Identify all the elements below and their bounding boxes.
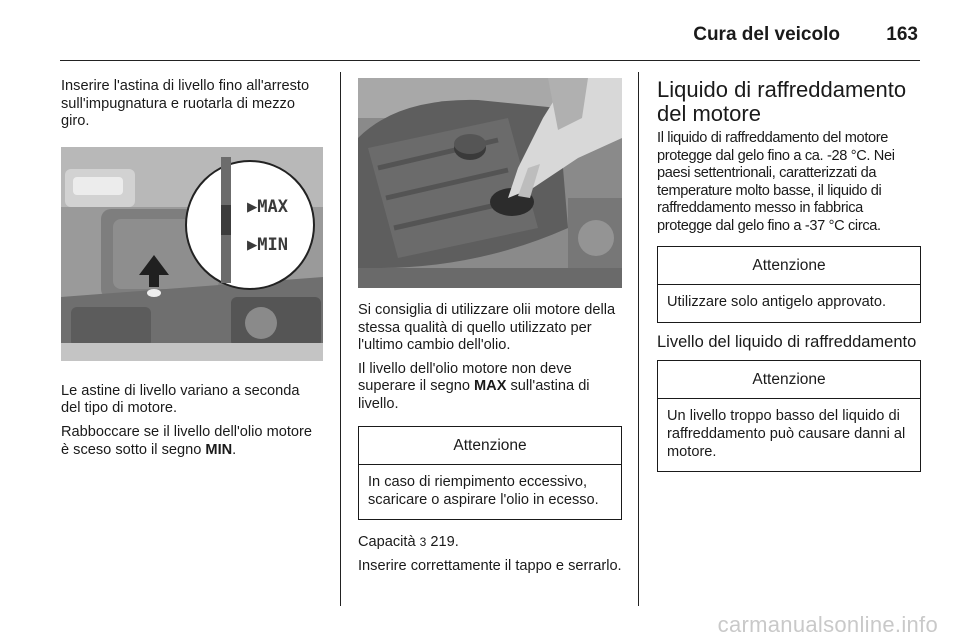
oil-max-text: Il livello dell'olio motore non deve superare il segno MAX sull'astina di livello.: [358, 360, 590, 412]
triangle-right-icon: ▶: [247, 196, 258, 217]
page-header: [60, 16, 920, 60]
warning-body: In caso di riempimento eccessivo, scaricare o aspirare l'olio in ecesso.: [368, 474, 599, 508]
page-number: 163: [886, 24, 918, 45]
oil-filling-photo: [358, 78, 622, 288]
warning-title: Attenzione: [658, 247, 920, 286]
min-label: ▶MIN: [247, 234, 288, 255]
dipstick-variants-text: Le astine di livello variano a seconda del tipo di motore.: [61, 382, 300, 417]
capacity-text: Capacità 3 219.: [358, 534, 459, 551]
column-3: [657, 78, 921, 482]
top-up-text: Rabboccare se il livello dell'olio motore è sceso sotto il segno MIN.: [61, 423, 313, 458]
warning-body: Utilizzare solo antigelo approvato.: [667, 294, 887, 311]
watermark: carmanualsonline.info: [717, 612, 938, 637]
antifreeze-warning-box: [657, 246, 921, 323]
max-label: ▶MAX: [247, 196, 288, 217]
low-coolant-warning-box: [657, 360, 921, 472]
column-2: [358, 78, 622, 582]
coolant-level-heading: Livello del liquido di raffreddamento: [657, 332, 917, 351]
section-title: Cura del veicolo: [693, 24, 840, 45]
column-divider-1: [340, 72, 341, 606]
cross-reference-icon: 3: [419, 535, 427, 550]
dipstick-photo: [61, 147, 323, 361]
oil-filling-illustration: [358, 78, 622, 288]
warning-body: Un livello troppo basso del liquido di raffreddamento può causare danni al motore.: [667, 408, 906, 460]
warning-title: Attenzione: [359, 427, 621, 466]
column-1: [61, 78, 323, 465]
dipstick-insert-text: Inserire l'astina di livello fino all'arresto sull'impugnatura e ruotarla di mezzo giro.: [61, 78, 310, 130]
column-divider-2: [638, 72, 639, 606]
oil-quality-text: Si consiglia di utilizzare olii motore della stessa qualità di quello utilizzato per l'ultimo cambio dell'olio.: [358, 302, 616, 354]
triangle-right-icon: ▶: [247, 234, 258, 255]
overfill-warning-box: [358, 426, 622, 521]
coolant-intro-text: Il liquido di raffreddamento del motore protegge dal gelo fino a ca. -28 °C. Nei paesi settentrionali, caratterizzati da temperature molto basse, il liquido di raffreddamento messo in fabbrica protegge dal gelo fino a -37 °C circa.: [657, 130, 895, 234]
cap-fit-text: Inserire correttamente il tappo e serrarlo.: [358, 557, 622, 574]
warning-title: Attenzione: [658, 361, 920, 400]
header-rule: [60, 60, 920, 61]
coolant-heading: Liquido di raffreddamento del motore: [657, 77, 907, 126]
